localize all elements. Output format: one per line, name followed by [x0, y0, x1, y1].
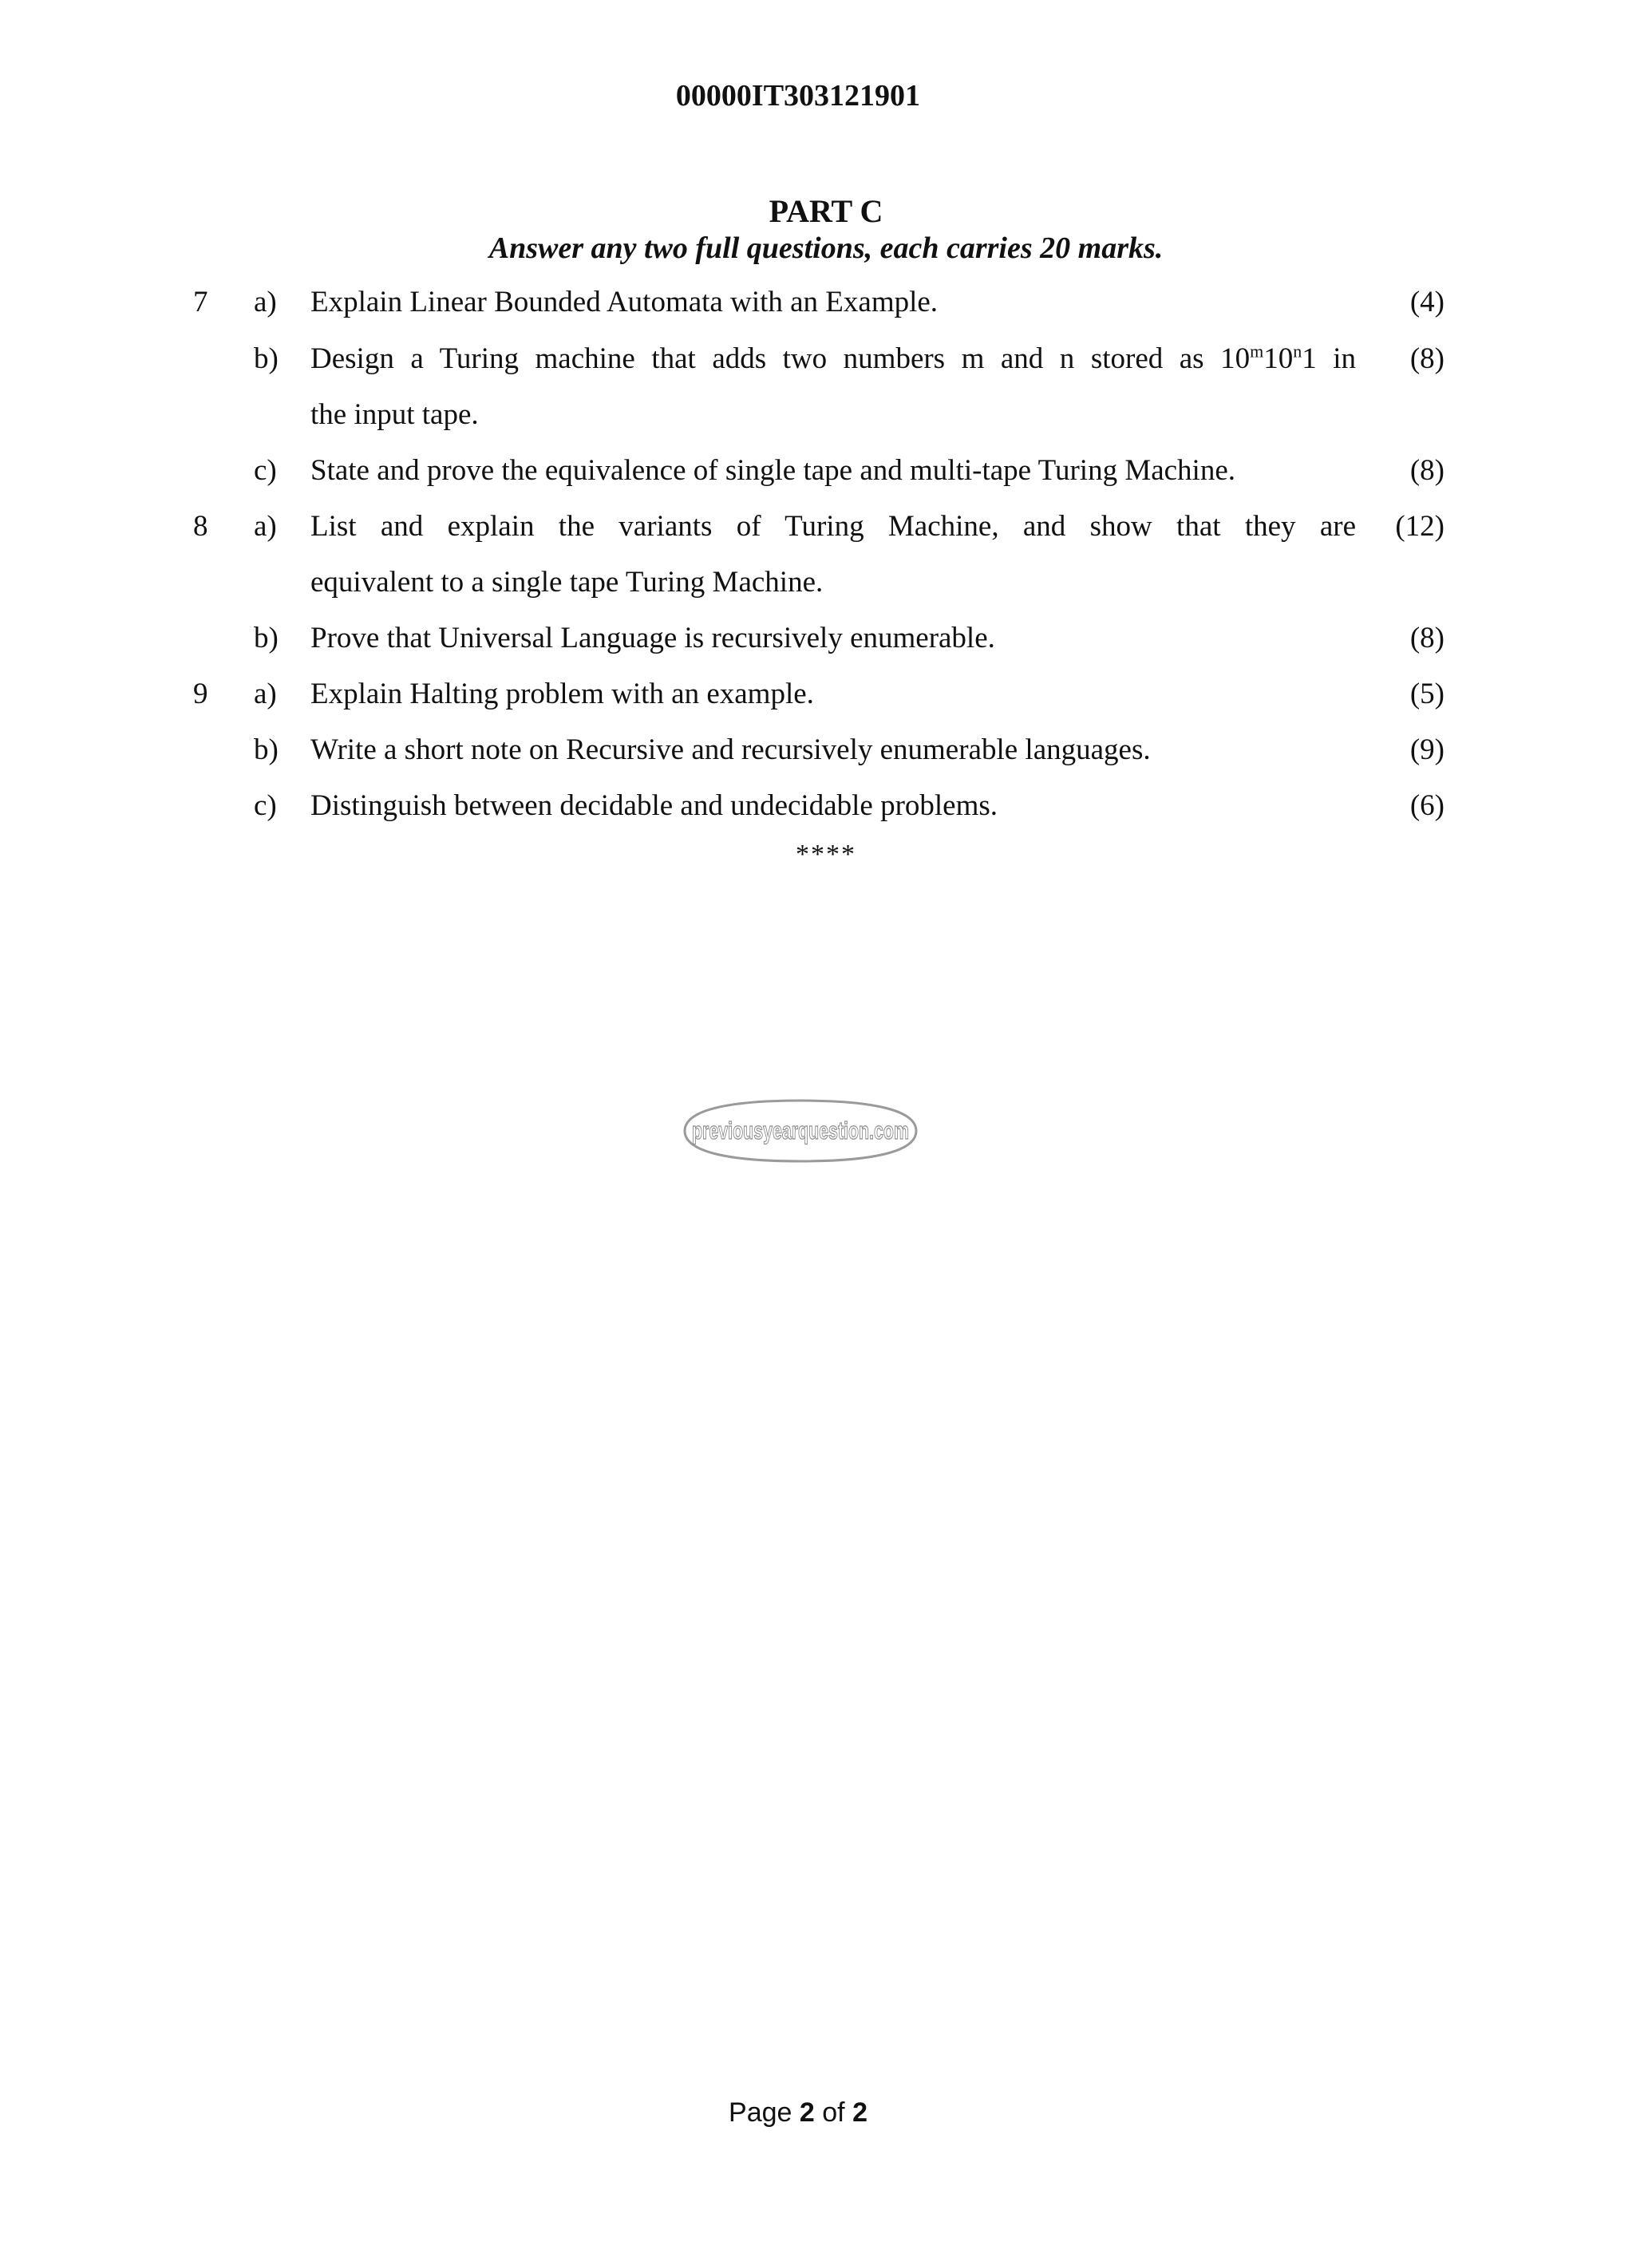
question-text-part: 1 in [1302, 342, 1356, 375]
watermark-logo [680, 1089, 921, 1172]
watermark-text: previousyearquestion.com [692, 1117, 909, 1144]
question-7b-continued [0, 391, 1596, 439]
sub-question-label: a) [254, 678, 277, 710]
sub-question-label: b) [254, 622, 279, 654]
superscript-m: m [1250, 341, 1264, 362]
page-footer [0, 2097, 1596, 2129]
question-9b [0, 726, 1596, 774]
footer-of: of [822, 2097, 845, 2128]
question-text: Write a short note on Recursive and recursively enumerable languages. [310, 733, 1151, 766]
question-text: List and explain the variants of Turing Machine, and show that they are [310, 510, 1356, 543]
question-text [310, 335, 1356, 383]
end-marker: **** [796, 840, 856, 869]
question-8a [0, 503, 1596, 551]
question-marks: (5) [1409, 678, 1445, 710]
question-marks: (6) [1409, 789, 1445, 822]
question-marks: (9) [1409, 733, 1445, 766]
question-text: the input tape. [310, 398, 479, 431]
question-text: State and prove the equivalence of single tape and multi-tape Turing Machine. [310, 454, 1236, 487]
question-7c [0, 447, 1596, 495]
question-number: 9 [193, 678, 208, 710]
question-8b [0, 615, 1596, 662]
question-number: 8 [193, 510, 208, 543]
question-text: Explain Linear Bounded Automata with an Example. [310, 286, 939, 318]
question-text: Prove that Universal Language is recursively enumerable. [310, 622, 995, 654]
footer-prefix: Page [729, 2097, 792, 2128]
question-text: Explain Halting problem with an example. [310, 678, 814, 710]
question-marks: (8) [1409, 622, 1445, 654]
question-9a [0, 670, 1596, 718]
question-marks: (12) [1395, 510, 1445, 543]
question-text: equivalent to a single tape Turing Machine. [310, 566, 824, 599]
question-marks: (4) [1409, 286, 1445, 318]
sub-question-label: b) [254, 342, 279, 375]
sub-question-label: b) [254, 733, 279, 766]
part-instruction: Answer any two full questions, each carries 20 marks. [488, 231, 1164, 265]
superscript-n: n [1293, 341, 1302, 362]
question-text: Distinguish between decidable and undecidable problems. [310, 789, 998, 822]
sub-question-label: c) [254, 454, 277, 487]
current-page-number: 2 [799, 2097, 815, 2128]
sub-question-label: a) [254, 286, 277, 318]
question-text-part: 10 [1263, 342, 1294, 375]
part-title: PART C [769, 193, 883, 229]
question-number: 7 [193, 286, 208, 318]
sub-question-label: a) [254, 510, 277, 543]
question-marks: (8) [1409, 342, 1445, 375]
document-code: 00000IT303121901 [675, 79, 921, 113]
question-7a [0, 279, 1596, 326]
question-8a-continued [0, 559, 1596, 607]
question-7b [0, 335, 1596, 383]
question-text-part: Design a Turing machine that adds two numbers m and n stored as 10 [310, 342, 1251, 375]
sub-question-label: c) [254, 789, 277, 822]
question-marks: (8) [1409, 454, 1445, 487]
question-9c [0, 782, 1596, 830]
total-page-count: 2 [852, 2097, 867, 2128]
